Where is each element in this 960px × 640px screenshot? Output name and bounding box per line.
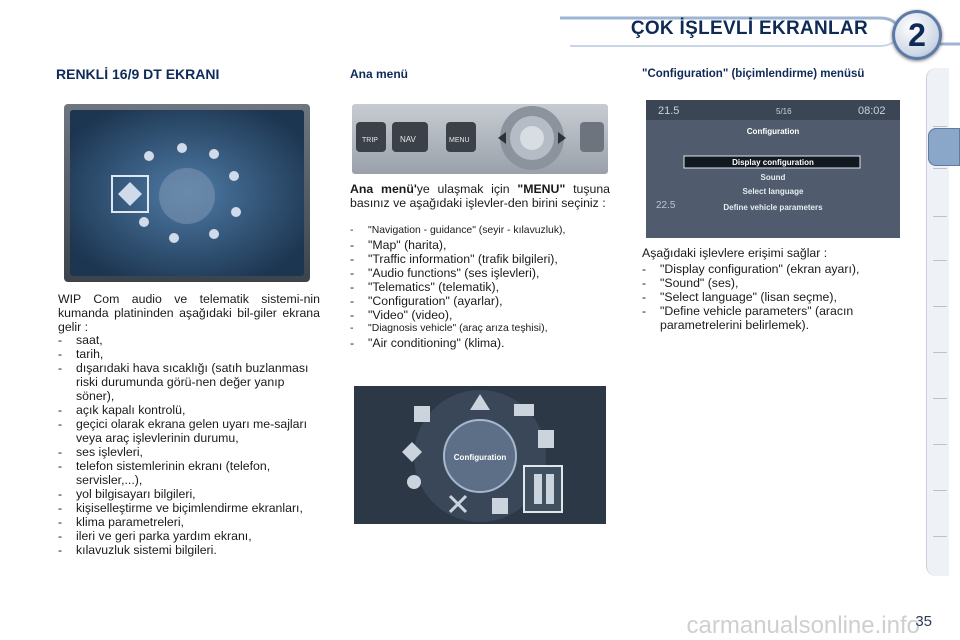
col3-list bbox=[642, 262, 908, 332]
screen-left-bottom: 22.5 bbox=[656, 200, 676, 211]
menu-center-label: Configuration bbox=[453, 453, 507, 462]
screen-track: 5/16 bbox=[776, 107, 792, 116]
list-item: - "Display configuration" (ekran ayarı), bbox=[642, 262, 908, 276]
list-item: - "Audio functions" (ses işlevleri), bbox=[350, 266, 612, 280]
chapter-title: ÇOK İŞLEVLİ EKRANLAR bbox=[630, 18, 868, 39]
list-item: - "Define vehicle parameters" (aracın parametrelerini belirlemek). bbox=[642, 304, 908, 332]
screen-temp: 21.5 bbox=[658, 105, 680, 117]
page-number: 35 bbox=[915, 613, 932, 630]
col2-heading: Ana menü bbox=[350, 67, 409, 81]
list-item: - "Select language" (lisan seçme), bbox=[642, 290, 908, 304]
nav-button-label: NAV bbox=[400, 135, 416, 144]
col2-list bbox=[350, 224, 612, 350]
screen-option-language: Select language bbox=[742, 187, 804, 196]
col2-intro bbox=[350, 182, 610, 210]
chapter-number-badge: 2 bbox=[892, 10, 942, 60]
screen-option-vehicle: Define vehicle parameters bbox=[723, 203, 823, 212]
list-item: - "Traffic information" (trafik bilgileri), bbox=[350, 252, 612, 266]
main-menu-term: Ana menü' bbox=[350, 182, 417, 196]
list-item: - telefon sistemlerinin ekranı (telefon, servisler,...), bbox=[58, 459, 320, 487]
list-item: - ileri ve geri parka yardım ekranı, bbox=[58, 529, 320, 543]
control-panel-photo bbox=[352, 104, 608, 174]
list-item: - "Air conditioning" (klima). bbox=[350, 336, 612, 350]
list-item: - "Telematics" (telematik), bbox=[350, 280, 612, 294]
menu-button-label: MENU bbox=[449, 137, 470, 144]
list-item: - "Navigation - guidance" (seyir - kılavuzluk), bbox=[350, 224, 612, 238]
list-item: - klima parametreleri, bbox=[58, 515, 320, 529]
list-item: - saat, bbox=[58, 333, 320, 347]
watermark-text: carmanualsonline.info bbox=[686, 612, 920, 639]
trip-button-label: TRIP bbox=[362, 137, 378, 144]
list-item: - "Diagnosis vehicle" (araç arıza teşhisi), bbox=[350, 322, 612, 336]
col1-heading: RENKLİ 16/9 DT EKRANI bbox=[56, 66, 220, 82]
list-item: - dışarıdaki hava sıcaklığı (satıh buzlanması riski durumunda görü-nen değer yanıp söner), bbox=[58, 361, 320, 403]
list-item: - kılavuzluk sistemi bilgileri. bbox=[58, 543, 320, 557]
list-item: - "Map" (harita), bbox=[350, 238, 612, 252]
col1-list bbox=[58, 333, 320, 557]
list-item: - "Configuration" (ayarlar), bbox=[350, 294, 612, 308]
screen-option-display: Display configuration bbox=[732, 158, 814, 167]
list-item: - kişiselleştirme ve biçimlendirme ekranları, bbox=[58, 501, 320, 515]
display-photo bbox=[64, 104, 310, 282]
list-item: - açık kapalı kontrolü, bbox=[58, 403, 320, 417]
configuration-screen-photo bbox=[646, 100, 900, 238]
screen-time: 08:02 bbox=[858, 105, 886, 117]
list-item: - yol bilgisayarı bilgileri, bbox=[58, 487, 320, 501]
active-chapter-tab[interactable] bbox=[928, 128, 960, 166]
screen-option-sound: Sound bbox=[760, 173, 786, 182]
list-item: - tarih, bbox=[58, 347, 320, 361]
col1-intro: WIP Com audio ve telematik sistemi-nin kumanda platininden aşağıdaki bil-giler ekrana gelir : bbox=[58, 292, 320, 334]
main-menu-screen-photo bbox=[354, 386, 606, 524]
screen-title: Configuration bbox=[746, 127, 800, 136]
intro-mid: ye ulaşmak için bbox=[416, 182, 518, 196]
list-item: - geçici olarak ekrana gelen uyarı me-sajları veya araç işlevlerinin durumu, bbox=[58, 417, 320, 445]
intro-rest: tuşuna basınız ve aşağıdaki işlevler-den birini seçiniz : bbox=[350, 182, 611, 210]
list-item: - ses işlevleri, bbox=[58, 445, 320, 459]
list-item: - "Sound" (ses), bbox=[642, 276, 908, 290]
col3-intro: Aşağıdaki işlevlere erişimi sağlar : bbox=[642, 246, 828, 260]
menu-key-term: "MENU" bbox=[517, 182, 566, 196]
list-item: - "Video" (video), bbox=[350, 308, 612, 322]
col3-heading: "Configuration" (biçimlendirme) menüsü bbox=[642, 68, 865, 80]
